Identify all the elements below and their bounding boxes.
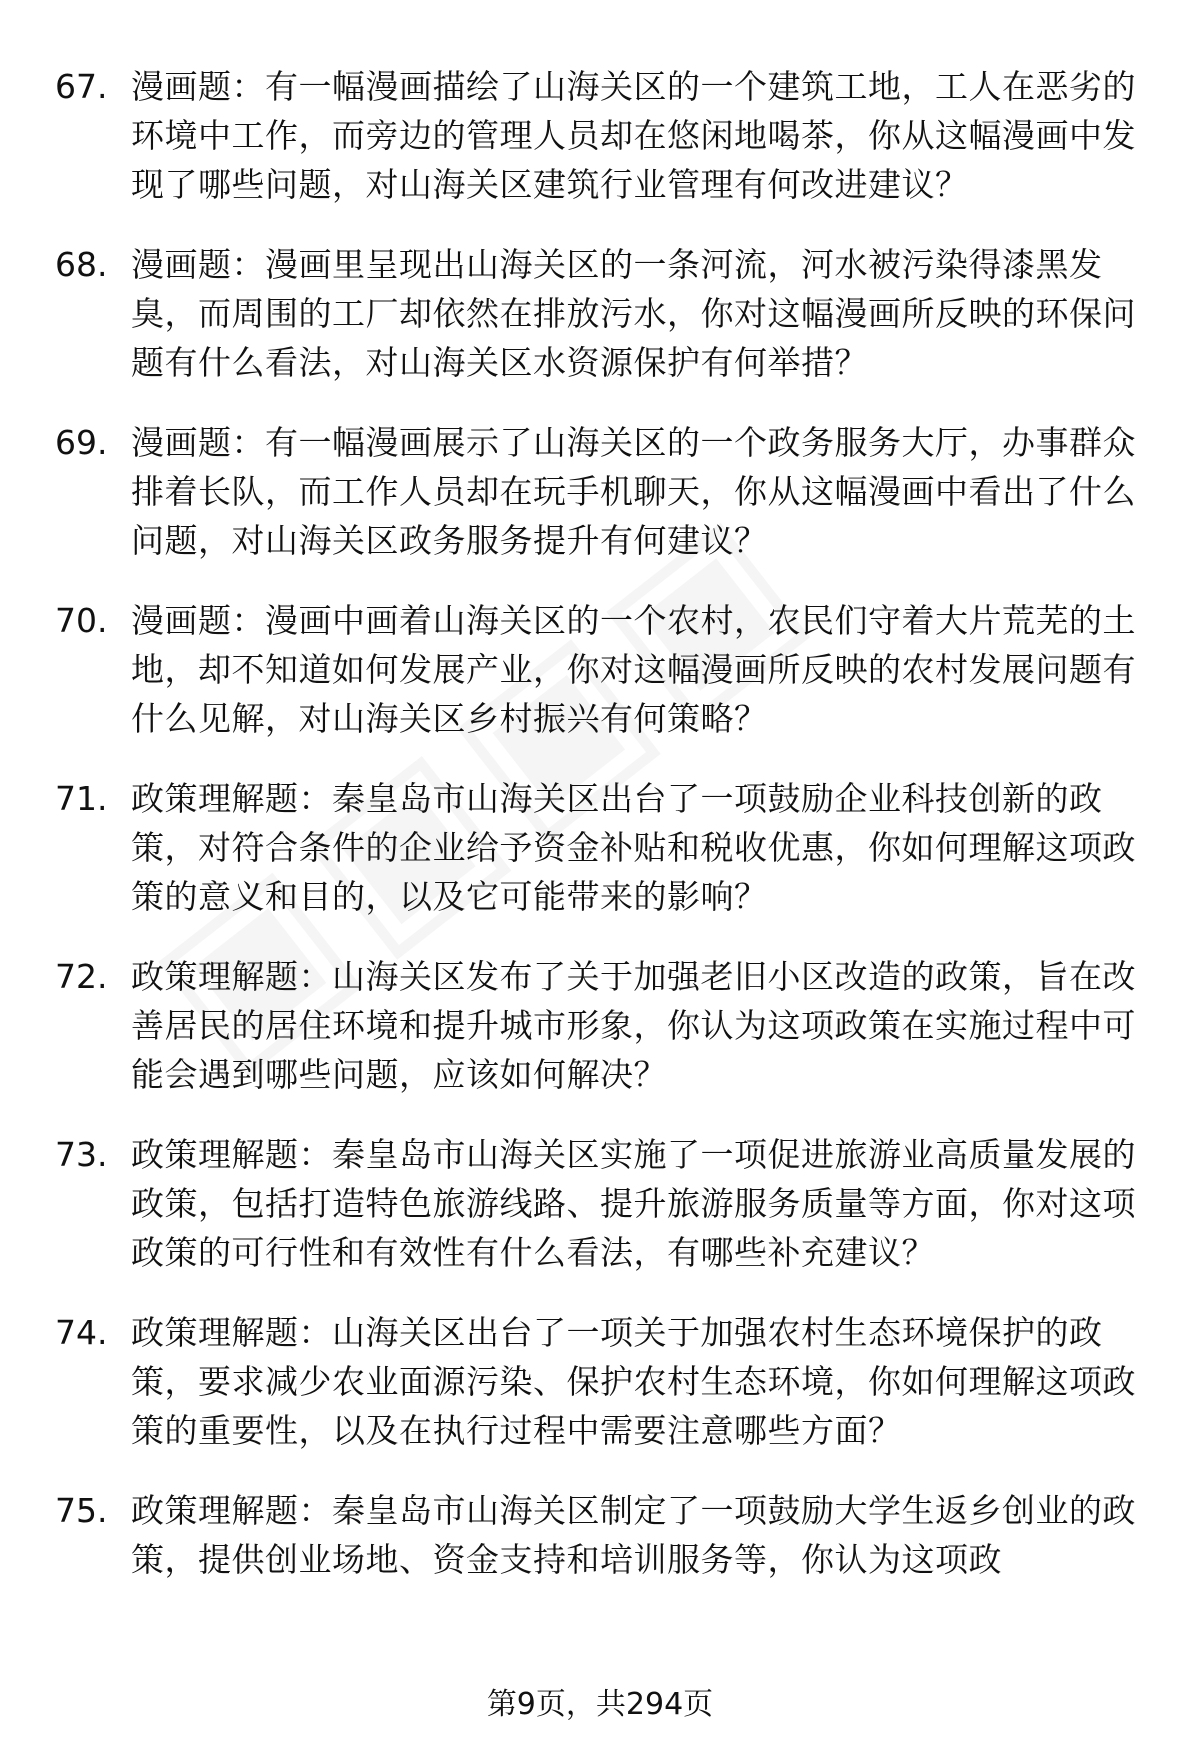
question-text: 政策理解题：秦皇岛市山海关区制定了一项鼓励大学生返乡创业的政策，提供创业场地、资金支持和培训服务等，你认为这项政 (131, 1491, 1136, 1579)
question-text: 政策理解题：山海关区发布了关于加强老旧小区改造的政策，旨在改善居民的居住环境和提升城市形象，你认为这项政策在实施过程中可能会遇到哪些问题，应该如何解决？ (131, 957, 1136, 1094)
question-item (55, 952, 1145, 1099)
question-item (55, 62, 1145, 209)
question-number: 72. (55, 957, 108, 996)
question-list (55, 62, 1145, 1615)
question-number: 68. (55, 245, 108, 284)
page-footer (0, 1685, 1200, 1725)
question-text: 政策理解题：山海关区出台了一项关于加强农村生态环境保护的政策，要求减少农业面源污染、保护农村生态环境，你如何理解这项政策的重要性，以及在执行过程中需要注意哪些方面？ (131, 1313, 1136, 1450)
question-number: 67. (55, 67, 108, 106)
question-number: 75. (55, 1491, 108, 1530)
question-text: 漫画题：有一幅漫画展示了山海关区的一个政务服务大厅，办事群众排着长队，而工作人员却在玩手机聊天，你从这幅漫画中看出了什么问题，对山海关区政务服务提升有何建议？ (131, 423, 1136, 560)
question-text: 漫画题：漫画里呈现出山海关区的一条河流，河水被污染得漆黑发臭，而周围的工厂却依然在排放污水，你对这幅漫画所反映的环保问题有什么看法，对山海关区水资源保护有何举措？ (131, 245, 1136, 382)
question-item (55, 1486, 1145, 1584)
question-item (55, 1308, 1145, 1455)
question-number: 74. (55, 1313, 108, 1352)
question-item (55, 596, 1145, 743)
page-number-label: 第9页，共294页 (486, 1687, 714, 1722)
question-text: 政策理解题：秦皇岛市山海关区出台了一项鼓励企业科技创新的政策，对符合条件的企业给予资金补贴和税收优惠，你如何理解这项政策的意义和目的，以及它可能带来的影响？ (131, 779, 1136, 916)
question-number: 69. (55, 423, 108, 462)
question-text: 漫画题：漫画中画着山海关区的一个农村，农民们守着大片荒芜的土地，却不知道如何发展产业，你对这幅漫画所反映的农村发展问题有什么见解，对山海关区乡村振兴有何策略？ (131, 601, 1136, 738)
question-text: 政策理解题：秦皇岛市山海关区实施了一项促进旅游业高质量发展的政策，包括打造特色旅游线路、提升旅游服务质量等方面，你对这项政策的可行性和有效性有什么看法，有哪些补充建议？ (131, 1135, 1136, 1272)
question-number: 73. (55, 1135, 108, 1174)
question-number: 71. (55, 779, 108, 818)
question-item (55, 418, 1145, 565)
question-number: 70. (55, 601, 108, 640)
question-text: 漫画题：有一幅漫画描绘了山海关区的一个建筑工地，工人在恶劣的环境中工作，而旁边的管理人员却在悠闲地喝茶，你从这幅漫画中发现了哪些问题，对山海关区建筑行业管理有何改进建议？ (131, 67, 1136, 204)
question-item (55, 1130, 1145, 1277)
question-item (55, 240, 1145, 387)
question-item (55, 774, 1145, 921)
